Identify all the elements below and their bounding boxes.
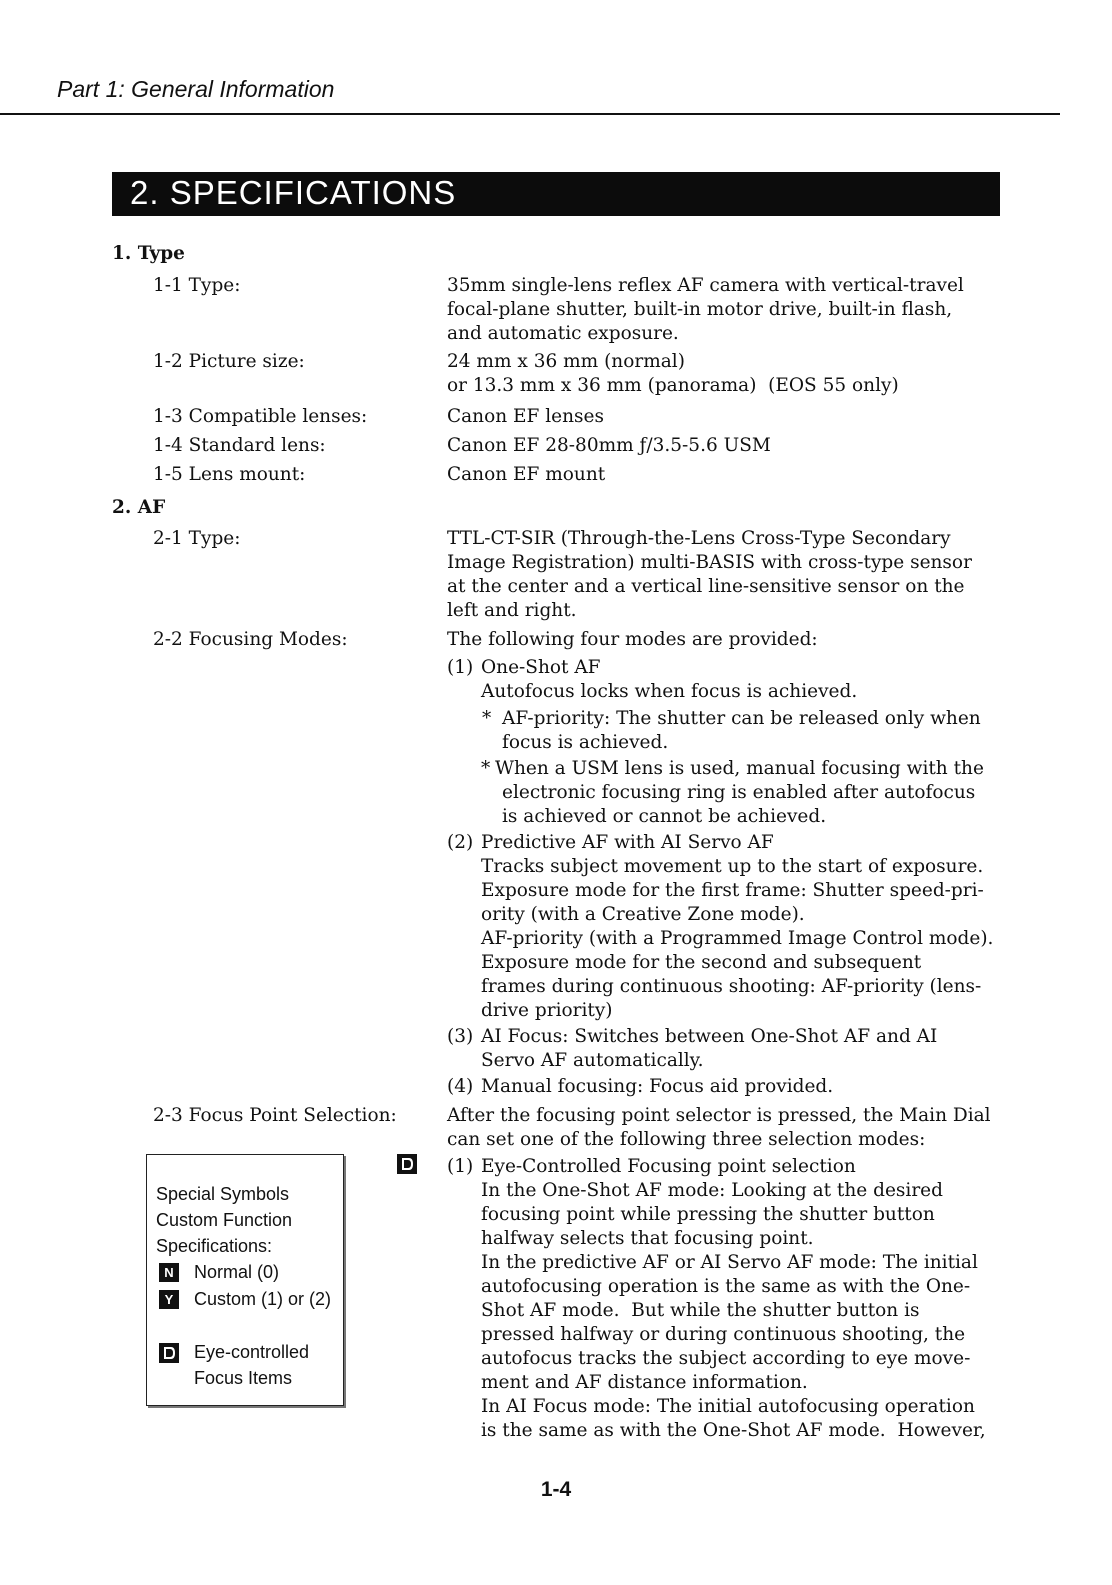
mode-number: (1) [447,1156,474,1177]
sel-line: is the same as with the One-Shot AF mode. However, [481,1420,986,1441]
spec-label-compatible-lenses: 1-3 Compatible lenses: [153,406,368,427]
mode-title: One-Shot AF [481,657,601,678]
sel-line: autofocus tracks the subject according to eye move- [481,1348,971,1369]
spec-label-picture-size: 1-2 Picture size: [153,351,305,372]
bullet-line: is achieved or cannot be achieved. [502,806,827,827]
mode-number: (3) [447,1026,474,1047]
spec-label-type: 1-1 Type: [153,275,241,296]
sel-line: In the predictive AF or AI Servo AF mode: The initial [481,1252,978,1273]
mode-line: ority (with a Creative Zone mode). [481,904,805,925]
sel-line: Eye-Controlled Focusing point selection [481,1156,856,1177]
spec-label-lens-mount: 1-5 Lens mount: [153,464,306,485]
custom-symbol-icon: Y [159,1290,179,1309]
sel-line: Shot AF mode. But while the shutter button is [481,1300,920,1321]
mode-line: Exposure mode for the second and subsequent [481,952,922,973]
mode-ai-focus [481,1025,1007,1073]
header-rule [0,113,1060,115]
legend-eye-line: Focus Items [194,1368,293,1388]
mode-number: (4) [447,1076,474,1097]
mode-line: AF-priority (with a Programmed Image Control mode). [481,928,994,949]
bullet-mark: * [481,758,491,779]
sel-line: ment and AF distance information. [481,1372,808,1393]
spec-line: After the focusing point selector is pressed, the Main Dial [447,1105,991,1126]
special-symbols-legend [146,1154,344,1406]
bullet-usm-first: When a USM lens is used, manual focusing with the [495,758,984,779]
bullet-af-priority [502,707,1007,755]
mode-number: (2) [447,832,474,853]
section-title: 2. SPECIFICATIONS [130,174,457,211]
spec-value-picture-size [447,350,1007,398]
mode-line: drive priority) [481,1000,613,1021]
eye-controlled-icon [159,1343,179,1363]
legend-title-line: Specifications: [156,1236,273,1256]
selection-intro [447,1104,1007,1152]
mode-predictive-af [481,831,1007,1023]
bullet-line: electronic focusing ring is enabled after autofocus [502,782,976,803]
section-banner [112,172,1000,216]
section-heading-type: 1. Type [112,243,185,264]
mode-line: frames during continuous shooting: AF-priority (lens- [481,976,982,997]
legend-custom-label: Custom (1) or (2) [194,1289,332,1309]
mode-line: Exposure mode for the first frame: Shutter speed-pri- [481,880,984,901]
bullet-line: focus is achieved. [502,732,669,753]
spec-value-af-type [447,527,1007,623]
spec-label-af-type: 2-1 Type: [153,528,241,549]
spec-label-focusing-modes: 2-2 Focusing Modes: [153,629,348,650]
spec-line: and automatic exposure. [447,323,679,344]
bullet-mark: * [482,708,492,729]
sel-line: In AI Focus mode: The initial autofocusing operation [481,1396,975,1417]
bullet-usm-rest [502,781,1007,829]
bullet-line: AF-priority: The shutter can be released only when [502,708,981,729]
spec-line: Image Registration) multi-BASIS with cross-type sensor [447,552,972,573]
spec-line: 24 mm x 36 mm (normal) [447,351,685,372]
sel-line: autofocusing operation is the same as with the One- [481,1276,971,1297]
sel-line: pressed halfway or during continuous shooting, the [481,1324,966,1345]
spec-value-compatible-lenses: Canon EF lenses [447,406,604,427]
spec-value-standard-lens: Canon EF 28-80mm ƒ/3.5-5.6 USM [447,435,771,456]
spec-line: TTL-CT-SIR (Through-the-Lens Cross-Type Secondary [447,528,951,549]
focusing-intro: The following four modes are provided: [447,629,818,650]
eye-controlled-icon [397,1154,417,1174]
spec-line: left and right. [447,600,577,621]
legend-title-line: Custom Function [156,1210,293,1230]
mode-line: Servo AF automatically. [481,1050,704,1071]
spec-label-standard-lens: 1-4 Standard lens: [153,435,326,456]
running-head: Part 1: General Information [57,76,335,102]
spec-value-lens-mount: Canon EF mount [447,464,606,485]
mode-number: (1) [447,657,474,678]
sel-line: focusing point while pressing the shutter button [481,1204,935,1225]
mode-manual: Manual focusing: Focus aid provided. [481,1076,834,1097]
spec-line: 35mm single-lens reflex AF camera with vertical-travel [447,275,964,296]
mode-line: Predictive AF with AI Servo AF [481,832,774,853]
section-heading-af: 2. AF [112,497,166,518]
mode-line: Tracks subject movement up to the start of exposure. [481,856,984,877]
normal-symbol-icon: N [159,1263,179,1282]
mode-line: AI Focus: Switches between One-Shot AF and AI [481,1026,938,1047]
spec-line: or 13.3 mm x 36 mm (panorama) (EOS 55 only) [447,375,899,396]
sel-line: halfway selects that focusing point. [481,1228,814,1249]
spec-label-focus-point-selection: 2-3 Focus Point Selection: [153,1105,397,1126]
spec-line: focal-plane shutter, built-in motor drive, built-in flash, [447,299,953,320]
mode-desc: Autofocus locks when focus is achieved. [481,681,858,702]
page-number: 1-4 [540,1478,572,1501]
sel-line: In the One-Shot AF mode: Looking at the desired [481,1180,943,1201]
spec-value-type [447,274,1007,346]
legend-title-line: Special Symbols [156,1184,290,1204]
spec-line: can set one of the following three selection modes: [447,1129,926,1150]
mode-one-shot [481,656,1007,704]
legend-eye-line: Eye-controlled [194,1342,310,1362]
selection-eye-controlled [481,1155,1007,1443]
legend-normal-label: Normal (0) [194,1262,280,1282]
spec-line: at the center and a vertical line-sensitive sensor on the [447,576,965,597]
